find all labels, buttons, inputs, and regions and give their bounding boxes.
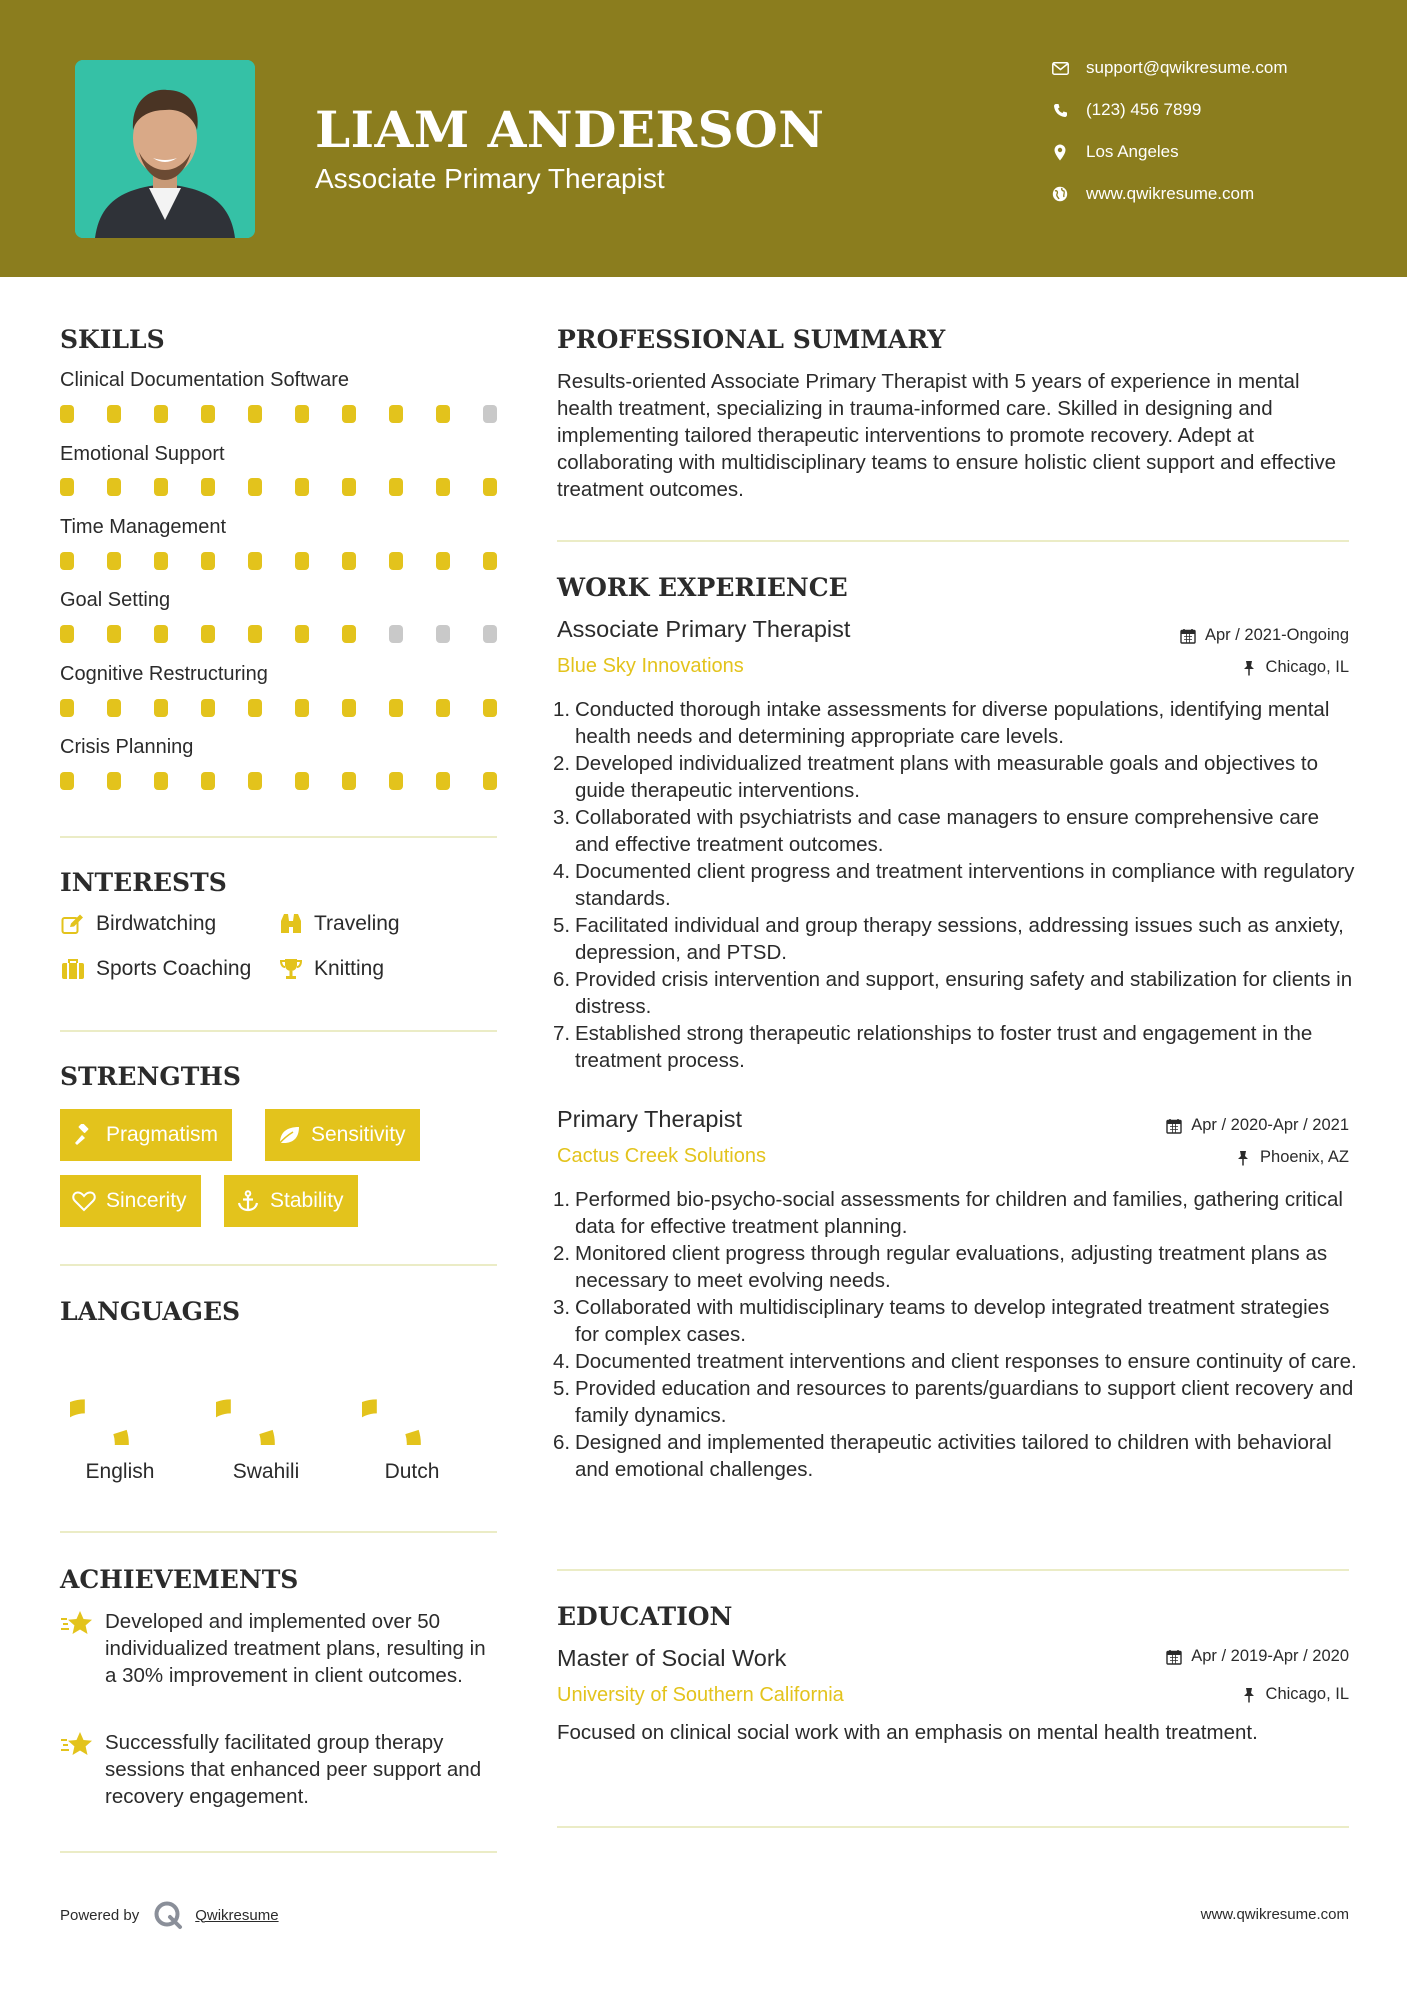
rating-dot-filled [342, 478, 356, 496]
job-title: Associate Primary Therapist [557, 616, 851, 642]
rating-dot-filled [60, 772, 74, 790]
language-name: Swahili [232, 1460, 300, 1483]
candidate-role: Associate Primary Therapist [315, 163, 665, 194]
list-item: Conducted thorough intake assessments for diverse populations, identifying mental health needs and determining appropriate care levels. [575, 698, 1330, 748]
list-item: Documented client progress and treatment interventions in compliance with regulatory standards. [575, 860, 1355, 910]
skill-rating [60, 478, 500, 496]
contact-phone[interactable] [1050, 100, 1201, 120]
list-item: Performed bio-psycho-social assessments for children and families, gathering critical data for effective treatment planning. [575, 1188, 1343, 1238]
rating-dot-filled [154, 552, 168, 570]
skill-rating [60, 625, 500, 643]
powered-by [60, 1900, 279, 1930]
rating-dot-empty [483, 625, 497, 643]
leaf-icon [277, 1123, 301, 1147]
briefcase-icon [60, 956, 86, 982]
rating-dot-filled [483, 699, 497, 717]
job-duties-list [557, 1186, 1357, 1483]
rating-dot-filled [248, 625, 262, 643]
skill-name: Clinical Documentation Software [60, 369, 350, 391]
language-gauge-arc [216, 1406, 268, 1445]
languages-title: LANGUAGES [60, 1297, 241, 1326]
rating-dot-filled [107, 699, 121, 717]
job-date-text: Apr / 2021-Ongoing [1204, 626, 1349, 644]
rating-dot-filled [342, 405, 356, 423]
rating-dot-filled [60, 699, 74, 717]
achievements-title: ACHIEVEMENTS [60, 1565, 299, 1594]
language-gauge-ring [216, 1345, 316, 1445]
language-name: English [85, 1460, 155, 1483]
skill-rating [60, 699, 500, 717]
rating-dot-filled [248, 699, 262, 717]
list-item: Established strong therapeutic relationships to foster trust and engagement in the treatment process. [575, 1022, 1313, 1072]
rating-dot-filled [342, 552, 356, 570]
education-date [1165, 1647, 1349, 1666]
rating-dot-filled [248, 772, 262, 790]
gavel-icon [72, 1123, 96, 1147]
achievement-text: Developed and implemented over 50 individualized treatment plans, resulting in a 30% improvement in client outcomes. [105, 1610, 486, 1687]
contact-location-text: Los Angeles [1086, 142, 1179, 161]
phone-icon [1050, 100, 1070, 120]
calendar-icon [1179, 627, 1197, 645]
job-date-text: Apr / 2020-Apr / 2021 [1191, 1116, 1349, 1134]
strength-label: Pragmatism [106, 1123, 219, 1146]
rating-dot-filled [201, 699, 215, 717]
rating-dot-filled [389, 478, 403, 496]
rating-dot-filled [60, 478, 74, 496]
pushpin-icon [1240, 1686, 1258, 1704]
skill-name: Goal Setting [60, 589, 171, 611]
list-item: Documented treatment interventions and client responses to ensure continuity of care. [575, 1350, 1357, 1373]
language-name: Dutch [384, 1460, 440, 1483]
rating-dot-filled [436, 405, 450, 423]
rating-dot-filled [107, 552, 121, 570]
education-description: Focused on clinical social work with an emphasis on mental health treatment. [557, 1721, 1258, 1744]
rating-dot-filled [154, 699, 168, 717]
rating-dot-filled [483, 478, 497, 496]
rating-dot-filled [342, 625, 356, 643]
interest-label: Sports Coaching [96, 957, 252, 980]
list-item: Developed individualized treatment plans with measurable goals and objectives to guide therapeutic interventions. [575, 752, 1318, 802]
rating-dot-filled [201, 478, 215, 496]
pencil-square-icon [60, 911, 86, 937]
globe-icon [1050, 184, 1070, 204]
contact-email[interactable] [1050, 58, 1288, 78]
rating-dot-filled [295, 552, 309, 570]
skill-name: Cognitive Restructuring [60, 663, 268, 685]
rating-dot-filled [248, 552, 262, 570]
section-divider [557, 1569, 1349, 1571]
summary-title: PROFESSIONAL SUMMARY [557, 325, 946, 354]
list-item: Provided crisis intervention and support, ensuring safety and stabilization for clients in distress. [575, 968, 1353, 1018]
candidate-name: LIAM ANDERSON [315, 100, 825, 159]
language-gauge [347, 1345, 477, 1450]
qwikresume-logo-icon [153, 1900, 183, 1930]
star-icon [60, 1608, 94, 1638]
language-gauge-arc [362, 1406, 414, 1445]
skill-rating [60, 405, 500, 423]
strength-label: Stability [270, 1189, 344, 1212]
summary-text: Results-oriented Associate Primary Therapist with 5 years of experience in mental health treatment, specializing in trauma-informed care. Skilled in designing and implementing tailored therapeutic interventions to promote recovery. Adept at collaborating with multidisciplinary teams to ensure holistic client support and effective treatment outcomes. [557, 370, 1337, 501]
degree-title: Master of Social Work [557, 1645, 787, 1671]
rating-dot-filled [389, 405, 403, 423]
rating-dot-filled [60, 552, 74, 570]
star-icon [60, 1729, 94, 1759]
job-location-text: Phoenix, AZ [1260, 1148, 1349, 1166]
rating-dot-filled [154, 625, 168, 643]
education-location-text: Chicago, IL [1265, 1685, 1349, 1703]
powered-by-text: Powered by [60, 1906, 140, 1924]
interest-item [60, 911, 216, 937]
school-name: University of Southern California [557, 1684, 844, 1706]
rating-dot-filled [154, 478, 168, 496]
strength-tag [60, 1109, 232, 1161]
rating-dot-filled [389, 699, 403, 717]
section-divider [60, 1264, 497, 1266]
rating-dot-filled [107, 625, 121, 643]
interest-label: Traveling [314, 912, 400, 935]
achievement-item [60, 1729, 500, 1810]
strengths-title: STRENGTHS [60, 1062, 241, 1091]
section-divider [557, 1826, 1349, 1828]
contact-website[interactable] [1050, 184, 1254, 204]
anchor-icon [236, 1189, 260, 1213]
strength-label: Sensitivity [311, 1123, 406, 1146]
rating-dot-filled [295, 405, 309, 423]
section-divider [60, 836, 497, 838]
rating-dot-filled [295, 625, 309, 643]
rating-dot-filled [483, 552, 497, 570]
rating-dot-filled [295, 772, 309, 790]
rating-dot-filled [436, 772, 450, 790]
rating-dot-filled [201, 625, 215, 643]
job-duties-list [557, 696, 1357, 1074]
interest-label: Knitting [314, 957, 385, 980]
resume-header [0, 0, 1407, 277]
interests-title: INTERESTS [60, 868, 227, 897]
section-divider [60, 1531, 497, 1533]
skill-rating [60, 772, 500, 790]
language-gauge-ring [362, 1345, 462, 1445]
company-name: Cactus Creek Solutions [557, 1145, 766, 1167]
contact-email-text: support@qwikresume.com [1086, 58, 1288, 77]
rating-dot-filled [389, 552, 403, 570]
rating-dot-filled [342, 772, 356, 790]
education-title: EDUCATION [557, 1602, 733, 1631]
rating-dot-filled [436, 552, 450, 570]
skill-name: Time Management [60, 516, 226, 538]
heart-icon [72, 1189, 96, 1213]
trophy-icon [278, 956, 304, 982]
calendar-icon [1165, 1648, 1183, 1666]
rating-dot-filled [107, 478, 121, 496]
list-item: Collaborated with multidisciplinary teams to develop integrated treatment strategies for complex cases. [575, 1296, 1330, 1346]
rating-dot-filled [154, 772, 168, 790]
pushpin-icon [1240, 659, 1258, 677]
envelope-icon [1050, 58, 1070, 78]
skill-rating [60, 552, 500, 570]
rating-dot-filled [248, 478, 262, 496]
rating-dot-filled [436, 699, 450, 717]
rating-dot-filled [248, 405, 262, 423]
achievement-item [60, 1608, 500, 1689]
language-gauge [55, 1345, 185, 1450]
avatar-illustration [75, 60, 255, 238]
strength-label: Sincerity [106, 1189, 187, 1212]
rating-dot-filled [107, 405, 121, 423]
rating-dot-filled [60, 625, 74, 643]
pushpin-icon [1234, 1149, 1252, 1167]
binoculars-icon [278, 911, 304, 937]
job-date [1179, 626, 1349, 645]
contact-location [1050, 142, 1179, 162]
rating-dot-filled [201, 552, 215, 570]
contact-phone-text: (123) 456 7899 [1086, 100, 1202, 119]
skill-name: Emotional Support [60, 443, 225, 465]
footer-website[interactable]: www.qwikresume.com [1200, 1906, 1349, 1923]
section-divider [60, 1030, 497, 1032]
job-location [1234, 1148, 1349, 1167]
location-pin-icon [1050, 142, 1070, 162]
rating-dot-filled [201, 772, 215, 790]
rating-dot-filled [60, 405, 74, 423]
profile-photo [75, 60, 255, 238]
company-name: Blue Sky Innovations [557, 655, 744, 677]
section-divider [60, 1851, 497, 1853]
language-gauge-arc [70, 1406, 122, 1445]
rating-dot-filled [295, 478, 309, 496]
rating-dot-filled [201, 405, 215, 423]
rating-dot-filled [154, 405, 168, 423]
rating-dot-filled [295, 699, 309, 717]
achievement-text: Successfully facilitated group therapy sessions that enhanced peer support and recovery engagement. [105, 1731, 482, 1808]
interest-item [60, 956, 251, 982]
rating-dot-empty [436, 625, 450, 643]
rating-dot-filled [436, 478, 450, 496]
calendar-icon [1165, 1117, 1183, 1135]
skill-name: Crisis Planning [60, 736, 194, 758]
rating-dot-empty [483, 405, 497, 423]
rating-dot-filled [107, 772, 121, 790]
strength-tag [60, 1175, 201, 1227]
list-item: Provided education and resources to parents/guardians to support client recovery and family dynamics. [575, 1377, 1354, 1427]
interest-label: Birdwatching [96, 912, 217, 935]
brand-link[interactable]: Qwikresume [195, 1906, 279, 1924]
job-date [1165, 1116, 1349, 1135]
rating-dot-empty [389, 625, 403, 643]
section-divider [557, 540, 1349, 542]
list-item: Designed and implemented therapeutic activities tailored to children with behavioral and emotional challenges. [575, 1431, 1332, 1481]
list-item: Monitored client progress through regular evaluations, adjusting treatment plans as necessary to meet evolving needs. [575, 1242, 1328, 1292]
rating-dot-filled [483, 772, 497, 790]
list-item: Collaborated with psychiatrists and case managers to ensure comprehensive care and effective treatment outcomes. [575, 806, 1320, 856]
job-location [1240, 658, 1349, 677]
rating-dot-filled [342, 699, 356, 717]
job-location-text: Chicago, IL [1265, 658, 1349, 676]
interest-item [278, 956, 384, 982]
contact-website-text: www.qwikresume.com [1086, 184, 1255, 203]
skills-title: SKILLS [60, 325, 165, 354]
job-title: Primary Therapist [557, 1106, 743, 1132]
strength-tag [265, 1109, 420, 1161]
experience-title: WORK EXPERIENCE [557, 573, 848, 602]
language-gauge [201, 1345, 331, 1450]
interest-item [278, 911, 400, 937]
education-date-text: Apr / 2019-Apr / 2020 [1191, 1647, 1349, 1665]
rating-dot-filled [389, 772, 403, 790]
strength-tag [224, 1175, 358, 1227]
education-location [1240, 1685, 1349, 1704]
list-item: Facilitated individual and group therapy sessions, addressing issues such as anxiety, depression, and PTSD. [575, 914, 1344, 964]
language-gauge-ring [70, 1345, 170, 1445]
